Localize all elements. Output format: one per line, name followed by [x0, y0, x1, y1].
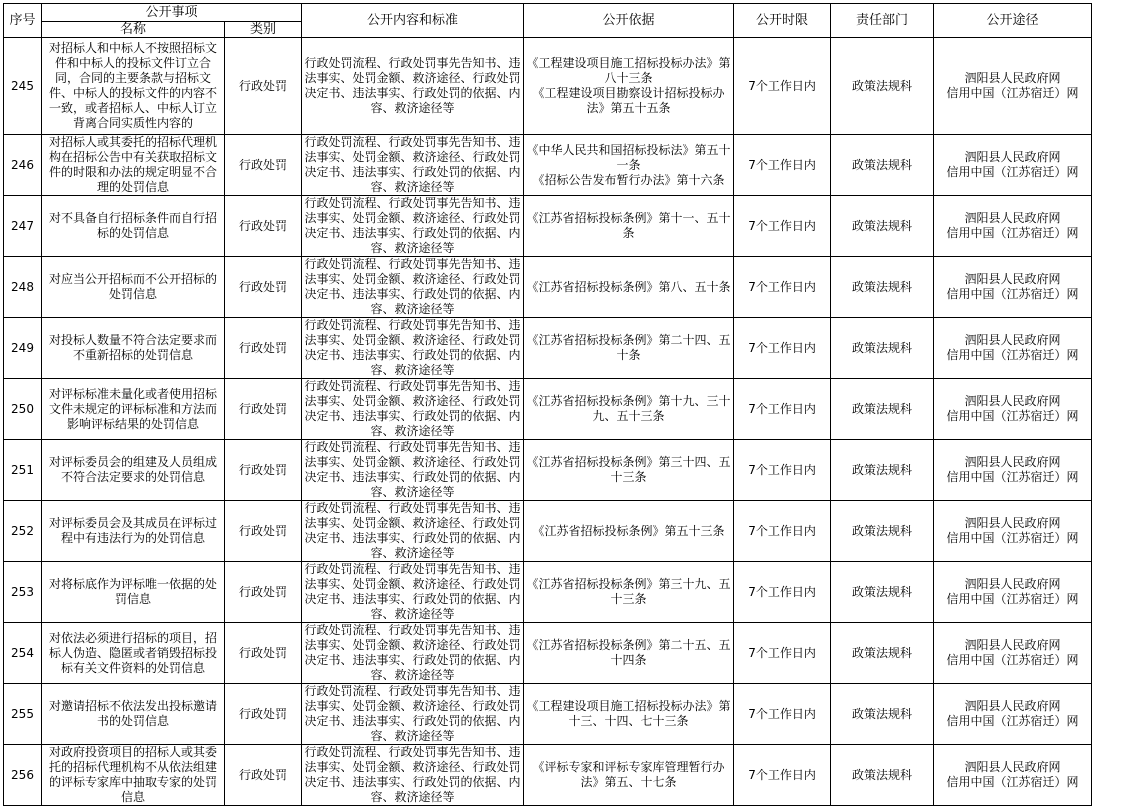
header-category: 类别 — [225, 22, 302, 38]
row-time-limit: 7个工作日内 — [734, 135, 831, 196]
row-name: 对不具备自行招标条件而自行招标的处罚信息 — [42, 196, 225, 257]
basis-line: 《江苏省招标投标条例》第三十九、五十三条 — [526, 577, 731, 606]
channel-line: 泗阳县人民政府网 — [964, 516, 1061, 530]
header-seq: 序号 — [4, 4, 42, 38]
channel-line: 信用中国（江苏宿迁）网 — [946, 86, 1079, 100]
channel-line: 泗阳县人民政府网 — [964, 150, 1061, 164]
row-channel — [934, 257, 1092, 318]
row-basis — [524, 38, 734, 135]
channel-line: 信用中国（江苏宿迁）网 — [946, 653, 1079, 667]
channel-line: 泗阳县人民政府网 — [964, 638, 1061, 652]
row-channel — [934, 38, 1092, 135]
row-channel — [934, 501, 1092, 562]
row-basis — [524, 623, 734, 684]
row-basis — [524, 379, 734, 440]
channel-line: 泗阳县人民政府网 — [964, 455, 1061, 469]
row-time-limit: 7个工作日内 — [734, 38, 831, 135]
row-category: 行政处罚 — [225, 379, 302, 440]
channel-line: 信用中国（江苏宿迁）网 — [946, 409, 1079, 423]
channel-line: 泗阳县人民政府网 — [964, 211, 1061, 225]
basis-line: 《评标专家和评标专家库管理暂行办法》第五、十七条 — [532, 760, 725, 789]
row-category: 行政处罚 — [225, 196, 302, 257]
header-public-item: 公开事项 — [42, 4, 302, 22]
channel-line: 信用中国（江苏宿迁）网 — [946, 348, 1079, 362]
row-content: 行政处罚流程、行政处罚事先告知书、违法事实、处罚金额、救济途径、行政处罚决定书、违法事实、行政处罚的依据、内容、救济途径等 — [302, 745, 524, 806]
row-content: 行政处罚流程、行政处罚事先告知书、违法事实、处罚金额、救济途径、行政处罚决定书、违法事实、行政处罚的依据、内容、救济途径等 — [302, 196, 524, 257]
row-name: 对评标委员会及其成员在评标过程中有违法行为的处罚信息 — [42, 501, 225, 562]
row-category: 行政处罚 — [225, 318, 302, 379]
row-department: 政策法规科 — [831, 318, 934, 379]
row-name: 对将标底作为评标唯一依据的处罚信息 — [42, 562, 225, 623]
row-seq: 254 — [4, 623, 42, 684]
row-time-limit: 7个工作日内 — [734, 623, 831, 684]
row-time-limit: 7个工作日内 — [734, 745, 831, 806]
row-content: 行政处罚流程、行政处罚事先告知书、违法事实、处罚金额、救济途径、行政处罚决定书、违法事实、行政处罚的依据、内容、救济途径等 — [302, 257, 524, 318]
row-basis — [524, 684, 734, 745]
basis-line: 《江苏省招标投标条例》第八、五十条 — [526, 279, 731, 294]
row-name: 对应当公开招标而不公开招标的处罚信息 — [42, 257, 225, 318]
row-time-limit: 7个工作日内 — [734, 501, 831, 562]
row-name: 对政府投资项目的招标人或其委托的招标代理机构不从依法组建的评标专家库中抽取专家的处罚信息 — [42, 745, 225, 806]
row-department: 政策法规科 — [831, 623, 934, 684]
basis-line: 《江苏省招标投标条例》第三十四、五十三条 — [526, 455, 731, 484]
row-content: 行政处罚流程、行政处罚事先告知书、违法事实、处罚金额、救济途径、行政处罚决定书、违法事实、行政处罚的依据、内容、救济途径等 — [302, 684, 524, 745]
row-time-limit: 7个工作日内 — [734, 684, 831, 745]
channel-line: 泗阳县人民政府网 — [964, 577, 1061, 591]
table-row — [4, 623, 1092, 684]
row-time-limit: 7个工作日内 — [734, 562, 831, 623]
row-department: 政策法规科 — [831, 440, 934, 501]
channel-line: 信用中国（江苏宿迁）网 — [946, 226, 1079, 240]
table-row — [4, 257, 1092, 318]
row-channel — [934, 745, 1092, 806]
basis-line: 《江苏省招标投标条例》第二十四、五十条 — [526, 333, 731, 362]
channel-line: 信用中国（江苏宿迁）网 — [946, 714, 1079, 728]
row-time-limit: 7个工作日内 — [734, 379, 831, 440]
row-basis — [524, 562, 734, 623]
row-department: 政策法规科 — [831, 38, 934, 135]
table-row — [4, 196, 1092, 257]
header-name: 名称 — [42, 22, 225, 38]
row-seq: 256 — [4, 745, 42, 806]
row-name: 对评标标准未量化或者使用招标文件未规定的评标标准和方法而影响评标结果的处罚信息 — [42, 379, 225, 440]
row-basis — [524, 196, 734, 257]
basis-line: 《江苏省招标投标条例》第十九、三十九、五十三条 — [526, 394, 731, 423]
row-category: 行政处罚 — [225, 562, 302, 623]
row-channel — [934, 318, 1092, 379]
row-time-limit: 7个工作日内 — [734, 257, 831, 318]
channel-line: 信用中国（江苏宿迁）网 — [946, 470, 1079, 484]
row-department: 政策法规科 — [831, 501, 934, 562]
row-department: 政策法规科 — [831, 196, 934, 257]
row-time-limit: 7个工作日内 — [734, 440, 831, 501]
row-seq: 248 — [4, 257, 42, 318]
row-content: 行政处罚流程、行政处罚事先告知书、违法事实、处罚金额、救济途径、行政处罚决定书、违法事实、行政处罚的依据、内容、救济途径等 — [302, 501, 524, 562]
row-department: 政策法规科 — [831, 745, 934, 806]
row-basis — [524, 501, 734, 562]
row-name: 对邀请招标不依法发出投标邀请书的处罚信息 — [42, 684, 225, 745]
channel-line: 泗阳县人民政府网 — [964, 760, 1061, 774]
row-channel — [934, 684, 1092, 745]
row-basis — [524, 440, 734, 501]
basis-line: 《工程建设项目施工招标投标办法》第八十三条 — [526, 56, 731, 85]
row-name: 对招标人和中标人不按照招标文件和中标人的投标文件订立合同，合同的主要条款与招标文件、中标人的投标文件的内容不一致，或者招标人、中标人订立背离合同实质性内容的 — [42, 38, 225, 135]
row-category: 行政处罚 — [225, 257, 302, 318]
table-body — [4, 38, 1092, 806]
row-channel — [934, 623, 1092, 684]
row-name: 对招标人或其委托的招标代理机构在招标公告中有关获取招标文件的时限和办法的规定明显不合理的处罚信息 — [42, 135, 225, 196]
basis-line: 《中华人民共和国招标投标法》第五十一条 — [526, 142, 731, 172]
basis-line: 《招标公告发布暂行办法》第十六条 — [532, 172, 725, 187]
channel-line: 信用中国（江苏宿迁）网 — [946, 592, 1079, 606]
table-row — [4, 440, 1092, 501]
row-channel — [934, 196, 1092, 257]
table-row — [4, 318, 1092, 379]
basis-line: 《江苏省招标投标条例》第五十三条 — [532, 523, 725, 538]
channel-line: 泗阳县人民政府网 — [964, 699, 1061, 713]
channel-line: 泗阳县人民政府网 — [964, 333, 1061, 347]
row-name: 对依法必须进行招标的项目，招标人伪造、隐匿或者销毁招标投标有关文件资料的处罚信息 — [42, 623, 225, 684]
basis-line: 《江苏省招标投标条例》第十一、五十条 — [526, 211, 731, 240]
channel-line: 泗阳县人民政府网 — [964, 394, 1061, 408]
row-content: 行政处罚流程、行政处罚事先告知书、违法事实、处罚金额、救济途径、行政处罚决定书、违法事实、行政处罚的依据、内容、救济途径等 — [302, 379, 524, 440]
channel-line: 信用中国（江苏宿迁）网 — [946, 531, 1079, 545]
table-row — [4, 745, 1092, 806]
row-seq: 246 — [4, 135, 42, 196]
row-content: 行政处罚流程、行政处罚事先告知书、违法事实、处罚金额、救济途径、行政处罚决定书、违法事实、行政处罚的依据、内容、救济途径等 — [302, 440, 524, 501]
row-category: 行政处罚 — [225, 38, 302, 135]
basis-line: 《江苏省招标投标条例》第二十五、五十四条 — [526, 638, 731, 667]
header-basis: 公开依据 — [524, 4, 734, 38]
row-channel — [934, 379, 1092, 440]
table-row — [4, 562, 1092, 623]
table-row — [4, 135, 1092, 196]
disclosure-table — [3, 3, 1092, 806]
header-department: 责任部门 — [831, 4, 934, 38]
row-time-limit: 7个工作日内 — [734, 196, 831, 257]
table-row — [4, 379, 1092, 440]
row-channel — [934, 562, 1092, 623]
row-basis — [524, 135, 734, 196]
channel-line: 信用中国（江苏宿迁）网 — [946, 287, 1079, 301]
table-row — [4, 38, 1092, 135]
row-basis — [524, 318, 734, 379]
row-seq: 253 — [4, 562, 42, 623]
row-name: 对投标人数量不符合法定要求而不重新招标的处罚信息 — [42, 318, 225, 379]
row-channel — [934, 440, 1092, 501]
row-content: 行政处罚流程、行政处罚事先告知书、违法事实、处罚金额、救济途径、行政处罚决定书、违法事实、行政处罚的依据、内容、救济途径等 — [302, 135, 524, 196]
row-category: 行政处罚 — [225, 440, 302, 501]
row-department: 政策法规科 — [831, 135, 934, 196]
table-row — [4, 684, 1092, 745]
row-content: 行政处罚流程、行政处罚事先告知书、违法事实、处罚金额、救济途径、行政处罚决定书、违法事实、行政处罚的依据、内容、救济途径等 — [302, 562, 524, 623]
row-content: 行政处罚流程、行政处罚事先告知书、违法事实、处罚金额、救济途径、行政处罚决定书、违法事实、行政处罚的依据、内容、救济途径等 — [302, 318, 524, 379]
row-category: 行政处罚 — [225, 745, 302, 806]
row-category: 行政处罚 — [225, 684, 302, 745]
header-channel: 公开途径 — [934, 4, 1092, 38]
row-seq: 249 — [4, 318, 42, 379]
row-department: 政策法规科 — [831, 684, 934, 745]
row-content: 行政处罚流程、行政处罚事先告知书、违法事实、处罚金额、救济途径、行政处罚决定书、违法事实、行政处罚的依据、内容、救济途径等 — [302, 623, 524, 684]
header-content-standard: 公开内容和标准 — [302, 4, 524, 38]
row-seq: 245 — [4, 38, 42, 135]
basis-line: 《工程建设项目施工招标投标办法》第十三、十四、七十三条 — [526, 699, 731, 728]
header-time-limit: 公开时限 — [734, 4, 831, 38]
row-time-limit: 7个工作日内 — [734, 318, 831, 379]
channel-line: 信用中国（江苏宿迁）网 — [946, 775, 1079, 789]
row-basis — [524, 257, 734, 318]
row-basis — [524, 745, 734, 806]
row-seq: 247 — [4, 196, 42, 257]
row-category: 行政处罚 — [225, 135, 302, 196]
row-department: 政策法规科 — [831, 379, 934, 440]
basis-line: 《工程建设项目勘察设计招标投标办法》第五十五条 — [532, 86, 725, 115]
table-row — [4, 501, 1092, 562]
row-seq: 255 — [4, 684, 42, 745]
row-seq: 250 — [4, 379, 42, 440]
row-content: 行政处罚流程、行政处罚事先告知书、违法事实、处罚金额、救济途径、行政处罚决定书、违法事实、行政处罚的依据、内容、救济途径等 — [302, 38, 524, 135]
row-category: 行政处罚 — [225, 501, 302, 562]
channel-line: 信用中国（江苏宿迁）网 — [946, 165, 1079, 179]
channel-line: 泗阳县人民政府网 — [964, 272, 1061, 286]
row-channel — [934, 135, 1092, 196]
row-seq: 252 — [4, 501, 42, 562]
row-seq: 251 — [4, 440, 42, 501]
row-name: 对评标委员会的组建及人员组成不符合法定要求的处罚信息 — [42, 440, 225, 501]
row-category: 行政处罚 — [225, 623, 302, 684]
row-department: 政策法规科 — [831, 257, 934, 318]
row-department: 政策法规科 — [831, 562, 934, 623]
channel-line: 泗阳县人民政府网 — [964, 71, 1061, 85]
